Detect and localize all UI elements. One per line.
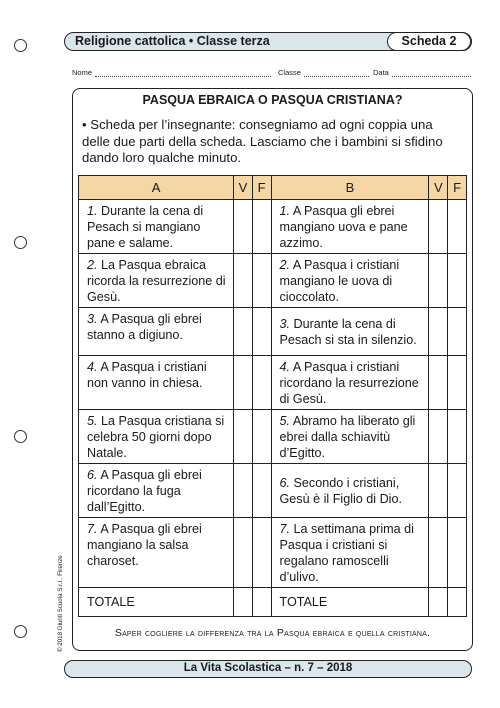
statement-b: 5. Abramo ha liberato gli ebrei dalla schiavitù d’Egitto. — [271, 410, 429, 464]
statement-b: 7. La settimana prima di Pasqua i cristiani si regalano ramoscelli d’ulivo. — [271, 518, 429, 588]
sheet-badge: Scheda 2 — [387, 32, 471, 51]
binder-hole-1 — [14, 39, 27, 52]
answer-b-v-cell[interactable] — [429, 518, 448, 588]
table-row — [79, 308, 467, 356]
answer-a-f-cell[interactable] — [252, 356, 271, 410]
table-row — [79, 410, 467, 464]
header-bar — [64, 32, 472, 51]
binder-hole-4 — [14, 625, 27, 638]
name-label: Nome — [72, 68, 93, 77]
statement-a: 1. Durante la cena di Pesach si mangiano pane e salame. — [79, 200, 234, 254]
answer-a-f-cell[interactable] — [252, 254, 271, 308]
answer-a-f-cell[interactable] — [252, 518, 271, 588]
statement-a: 3. A Pasqua gli ebrei stanno a digiuno. — [79, 308, 234, 356]
answer-b-v-cell[interactable] — [429, 410, 448, 464]
answer-a-f-cell[interactable] — [252, 308, 271, 356]
total-b-f-cell[interactable] — [448, 588, 467, 617]
table-row — [79, 254, 467, 308]
answer-a-v-cell[interactable] — [234, 308, 253, 356]
date-line[interactable] — [392, 76, 471, 77]
page-title: PASQUA EBRAICA O PASQUA CRISTIANA? — [142, 93, 403, 107]
teacher-instructions: • Scheda per l’insegnante: consegniamo ad ogni coppia una delle due parti della scheda. Lasciamo che i bambini si sfidino dando loro qualche minuto. — [82, 117, 443, 165]
answer-b-f-cell[interactable] — [448, 410, 467, 464]
statement-a: 4. A Pasqua i cristiani non vanno in chiesa. — [79, 356, 234, 410]
answer-b-v-cell[interactable] — [429, 464, 448, 518]
total-b-label: TOTALE — [271, 588, 429, 617]
answer-b-f-cell[interactable] — [448, 464, 467, 518]
answer-a-f-cell[interactable] — [252, 464, 271, 518]
statement-b: 6. Secondo i cristiani, Gesù è il Figlio di Dio. — [271, 464, 429, 518]
table-row — [79, 518, 467, 588]
answer-b-v-cell[interactable] — [429, 308, 448, 356]
header-title: Religione cattolica • Classe terza — [75, 34, 270, 48]
column-a-v-header: V — [234, 176, 253, 200]
binder-hole-3 — [14, 430, 27, 443]
column-b-header: B — [271, 176, 429, 200]
table-row — [79, 356, 467, 410]
student-fields — [72, 68, 472, 80]
table-header-row — [79, 176, 467, 200]
class-label: Classe — [278, 68, 301, 77]
total-b-v-cell[interactable] — [429, 588, 448, 617]
date-label: Data — [373, 68, 389, 77]
answer-a-v-cell[interactable] — [234, 410, 253, 464]
answer-b-v-cell[interactable] — [429, 200, 448, 254]
total-a-label: TOTALE — [79, 588, 234, 617]
class-line[interactable] — [304, 76, 369, 77]
answer-b-f-cell[interactable] — [448, 356, 467, 410]
name-line[interactable] — [95, 76, 271, 77]
learning-objective: Saper cogliere la differenza tra la Pasqua ebraica e quella cristiana. — [114, 627, 431, 639]
column-a-f-header: F — [252, 176, 271, 200]
column-a-header: A — [79, 176, 234, 200]
statement-a: 6. A Pasqua gli ebrei ricordano la fuga dall’Egitto. — [79, 464, 234, 518]
answer-a-v-cell[interactable] — [234, 254, 253, 308]
answer-b-f-cell[interactable] — [448, 200, 467, 254]
total-a-f-cell[interactable] — [252, 588, 271, 617]
answer-a-f-cell[interactable] — [252, 200, 271, 254]
answer-a-f-cell[interactable] — [252, 410, 271, 464]
total-a-v-cell[interactable] — [234, 588, 253, 617]
statement-a: 2. La Pasqua ebraica ricorda la resurrezione di Gesù. — [79, 254, 234, 308]
answer-a-v-cell[interactable] — [234, 518, 253, 588]
worksheet-panel — [72, 88, 473, 651]
copyright-notice: © 2018 Giunti Scuola S.r.l., Firenze — [57, 555, 64, 652]
statement-b: 2. A Pasqua i cristiani mangiano le uova di cioccolato. — [271, 254, 429, 308]
column-b-f-header: F — [448, 176, 467, 200]
answer-b-v-cell[interactable] — [429, 254, 448, 308]
table-row — [79, 464, 467, 518]
statement-a: 5. La Pasqua cristiana si celebra 50 giorni dopo Natale. — [79, 410, 234, 464]
total-row — [79, 588, 467, 617]
answer-a-v-cell[interactable] — [234, 356, 253, 410]
column-b-v-header: V — [429, 176, 448, 200]
table-row — [79, 200, 467, 254]
answer-a-v-cell[interactable] — [234, 464, 253, 518]
statement-a: 7. A Pasqua gli ebrei mangiano la salsa charoset. — [79, 518, 234, 588]
answer-b-v-cell[interactable] — [429, 356, 448, 410]
answer-a-v-cell[interactable] — [234, 200, 253, 254]
answer-b-f-cell[interactable] — [448, 518, 467, 588]
statement-b: 1. A Pasqua gli ebrei mangiano uova e pane azzimo. — [271, 200, 429, 254]
answer-b-f-cell[interactable] — [448, 254, 467, 308]
binder-hole-2 — [14, 236, 27, 249]
answer-b-f-cell[interactable] — [448, 308, 467, 356]
statement-b: 3. Durante la cena di Pesach si sta in silenzio. — [271, 308, 429, 356]
magazine-footer: La Vita Scolastica – n. 7 – 2018 — [64, 660, 472, 678]
quiz-table — [78, 175, 467, 617]
statement-b: 4. A Pasqua i cristiani ricordano la resurrezione di Gesù. — [271, 356, 429, 410]
